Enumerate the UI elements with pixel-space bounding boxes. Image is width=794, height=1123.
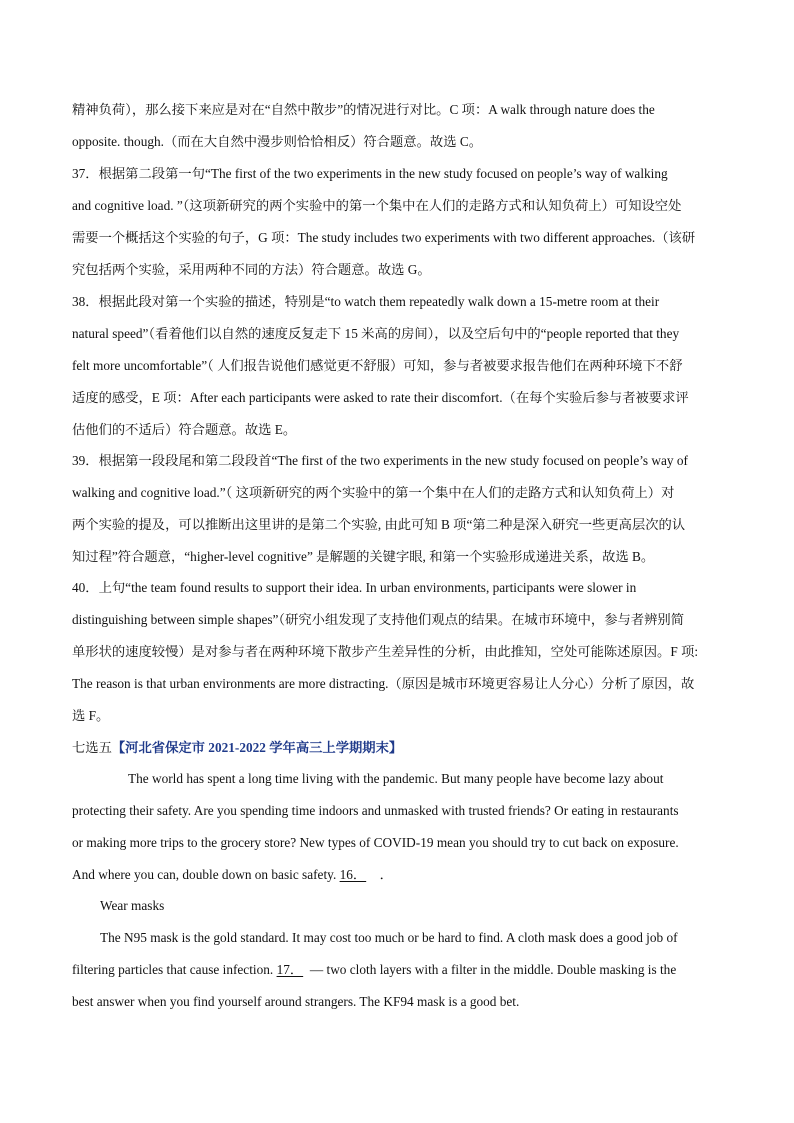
answer-line-6: 究包括两个实验，采用两种不同的方法）符合题意。故选 G。 [72,262,431,277]
passage-line-5: The N95 mask is the gold standard. It may cost too much or be hard to find. A cloth mask does a good job of [100,930,678,945]
answer-line-19: The reason is that urban environments are more distracting.（原因是城市环境更容易让人分心）分析了原因，故 [72,676,695,691]
answer-line-18: 单形状的速度较慢）是对参与者在两种环境下散步产生差异性的分析，由此推知，空处可能陈述原因。F 项: [72,644,699,659]
section-source: 【河北省保定市 2021-2022 学年高三上学期期末】 [111,740,403,755]
passage-line-3: or making more trips to the grocery store? New types of COVID-19 mean you should try to cut back on exposure. [72,835,679,850]
answer-line-14: 两个实验的提及，可以推断出这里讲的是第二个实验, 由此可知 B 项“第二种是深入研究一些更高层次的认 [72,517,686,532]
passage-line-2: protecting their safety. Are you spending time indoors and unmasked with trusted friends? Or eating in restaurants [72,803,679,818]
blank-16: 16． [339,867,367,882]
answer-line-2: opposite. though.（而在大自然中漫步则恰恰相反）符合题意。故选 C。 [72,134,482,149]
answer-line-8: natural speed”（看着他们以自然的速度反复走下 15 米高的房间），以及空后句中的“people reported that they [72,326,680,341]
answer-line-12: 39．根据第一段段尾和第二段段首“The first of the two experiments in the new study focused on people’s way of [72,453,688,468]
passage-line-1: The world has spent a long time living with the pandemic. But many people have become lazy about [128,771,664,786]
answer-line-13: walking and cognitive load.”（ 这项新研究的两个实验中的第一个集中在人们的走路方式和认知负荷上）对 [72,485,675,500]
answer-line-11: 估他们的不适后）符合题意。故选 E。 [72,422,297,437]
passage-line-7: best answer when you find yourself around strangers. The KF94 mask is a good bet. [72,994,520,1009]
section-header [72,738,732,758]
answer-line-3: 37．根据第二段第一句“The first of the two experiments in the new study focused on people’s way of walking [72,166,668,181]
blank-17: 17． [276,962,304,977]
answer-line-4: and cognitive load. ”（这项新研究的两个实验中的第一个集中在人们的走路方式和认知负荷上）可知设空处 [72,198,682,213]
subheading-wear-masks: Wear masks [100,898,165,913]
blank-16-trail: ． [379,867,393,882]
passage-line-6-pre: filtering particles that cause infection. [72,962,274,977]
answer-line-15: 知过程”符合题意，“higher-level cognitive” 是解题的关键字眼, 和第一个实验形成递进关系，故选 B。 [72,549,655,564]
answer-line-20: 选 F。 [72,708,110,723]
passage-line-4 [72,865,732,885]
passage-line-4-text: And where you can, double down on basic safety. [72,867,337,882]
answer-line-7: 38．根据此段对第一个实验的描述，特别是“to watch them repeatedly walk down a 15-metre room at their [72,294,660,309]
passage-line-6 [72,960,732,980]
answer-line-10: 适度的感受，E 项：After each participants were asked to rate their discomfort.（在每个实验后参与者被要求评 [72,390,689,405]
answer-line-17: distinguishing between simple shapes”（研究小组发现了支持他们观点的结果。在城市环境中，参与者辨别简 [72,612,684,627]
answer-line-9: felt more uncomfortable”（ 人们报告说他们感觉更不舒服）可知，参与者被要求报告他们在两种环境下不舒 [72,358,683,373]
answer-line-16: 40．上句“the team found results to support their idea. In urban environments, participants were slower in [72,580,637,595]
passage-line-6-post: — two cloth layers with a filter in the middle. Double masking is the [309,962,677,977]
section-label: 七选五 [72,740,112,755]
answer-line-5: 需要一个概括这个实验的句子，G 项：The study includes two experiments with two different approaches.（该研 [72,230,696,245]
answer-line-1: 精神负荷），那么接下来应是对在“自然中散步”的情况进行对比。C 项：A walk through nature does the [72,102,655,117]
